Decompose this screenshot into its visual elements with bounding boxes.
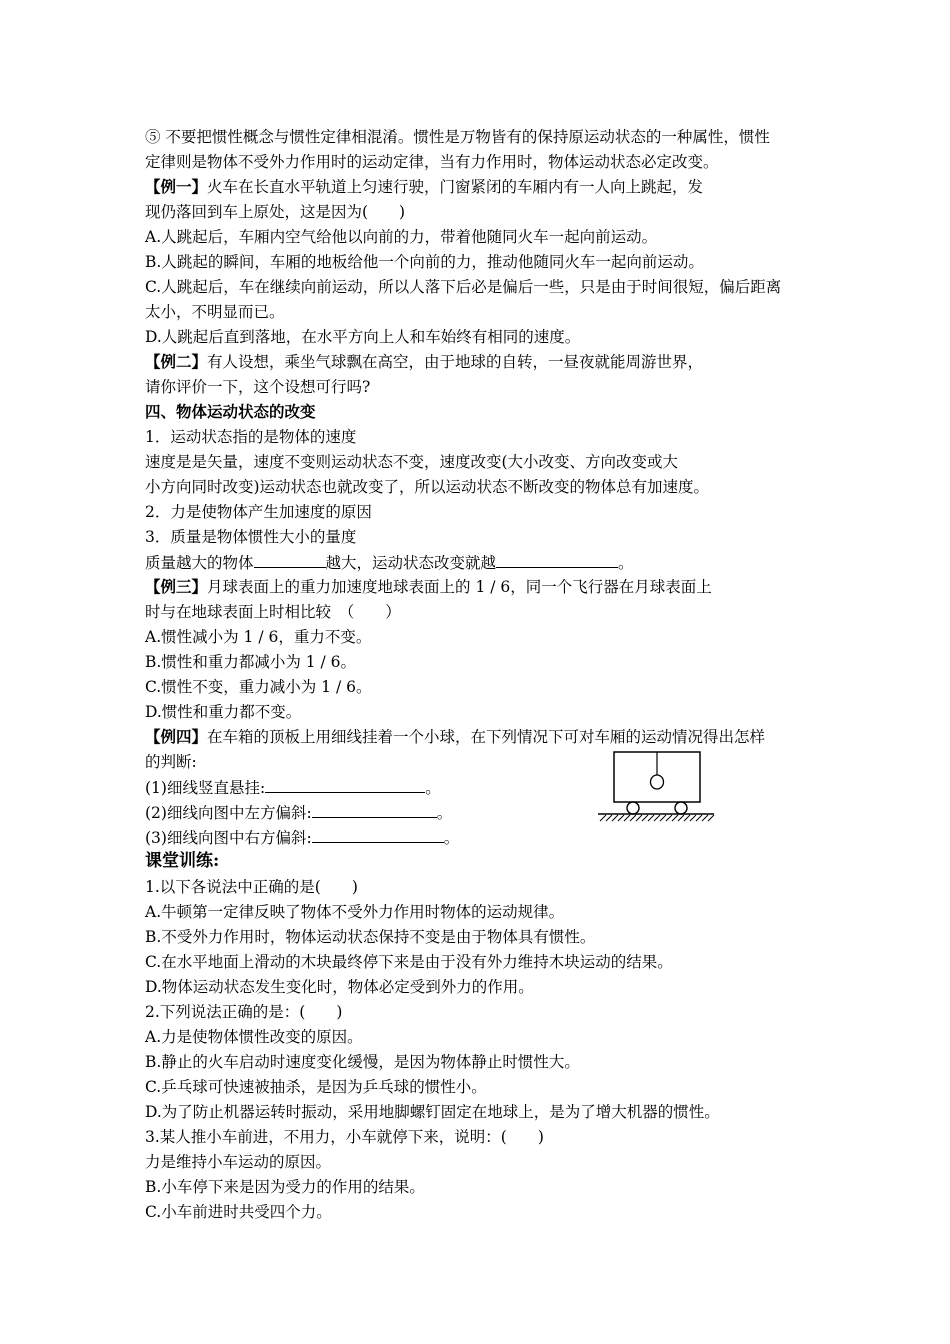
fill-in-line xyxy=(145,552,634,573)
answer-blank xyxy=(496,552,618,568)
text-line: 太小，不明显而已。 xyxy=(145,303,285,321)
text-line: 速度是是矢量，速度不变则运动状态不变，速度改变(大小改变、方向改变或大 xyxy=(145,453,679,471)
text-segment: (2)细线向图中左方偏斜: xyxy=(145,804,312,822)
text-line: 火车在长直水平轨道上匀速行驶，门窗紧闭的车厢内有一人向上跳起，发 xyxy=(207,178,704,196)
example-tag: 【例四】 xyxy=(145,727,208,746)
text-segment: (1)细线竖直悬挂: xyxy=(145,779,266,797)
option-c: C.乒乓球可快速被抽杀，是因为乒乓球的惯性小。 xyxy=(145,1078,487,1096)
answer-blank xyxy=(312,802,437,818)
example-tag: 【例二】 xyxy=(145,352,208,371)
option-a: A.人跳起后，车厢内空气给他以向前的力，带着他随同火车一起向前运动。 xyxy=(145,228,658,246)
text-segment: 。 xyxy=(436,804,453,822)
fill-in-line xyxy=(145,802,452,823)
example-tag: 【例三】 xyxy=(145,577,208,596)
option-b: B.惯性和重力都减小为 1 / 6。 xyxy=(145,653,357,671)
text-segment: 。 xyxy=(618,554,634,572)
option-b: B.不受外力作用时，物体运动状态保持不变是由于物体具有惯性。 xyxy=(145,928,596,946)
text-segment: 。 xyxy=(443,829,460,847)
text-line: 2．力是使物体产生加速度的原因 xyxy=(145,503,372,521)
fill-in-line xyxy=(145,827,459,848)
option-a: A.牛顿第一定律反映了物体不受外力作用时物体的运动规律。 xyxy=(145,903,565,921)
text-line: 现仍落回到车上原处，这是因为( ) xyxy=(145,203,406,221)
option-a: A.惯性减小为 1 / 6，重力不变。 xyxy=(145,628,372,646)
text-line: 月球表面上的重力加速度地球表面上的 1 / 6，同一个飞行器在月球表面上 xyxy=(207,578,712,596)
text-line: 请你评价一下，这个设想可行吗? xyxy=(145,378,371,396)
example-2-question xyxy=(145,352,703,372)
option-c: C.小车前进时共受四个力。 xyxy=(145,1203,332,1221)
answer-blank xyxy=(254,552,326,568)
option-c: C.在水平地面上滑动的木块最终停下来是由于没有外力维持木块运动的结果。 xyxy=(145,953,673,971)
example-1-question xyxy=(145,177,703,197)
option-b: B.小车停下来是因为受力的作用的结果。 xyxy=(145,1178,425,1196)
cart-wheel-left xyxy=(627,802,639,814)
section-heading: 四、物体运动状态的改变 xyxy=(145,402,316,421)
option-b: B.静止的火车启动时速度变化缓慢，是因为物体静止时惯性大。 xyxy=(145,1053,580,1071)
text-segment: (3)细线向图中右方偏斜: xyxy=(145,829,312,847)
cart-wheel-right xyxy=(675,802,687,814)
option-a: A.力是使物体惯性改变的原因。 xyxy=(145,1028,363,1046)
option-d: D.人跳起后直到落地，在水平方向上人和车始终有相同的速度。 xyxy=(145,328,581,346)
text-line: 有人设想，乘坐气球飘在高空，由于地球的自转，一昼夜就能周游世界， xyxy=(207,353,704,371)
pendulum-ball xyxy=(651,775,664,789)
example-4-question xyxy=(145,727,765,747)
option-c: C.人跳起后，车在继续向前运动，所以人落下后必是偏后一些，只是由于时间很短，偏后距离 xyxy=(145,278,782,296)
text-line: 时与在地球表面上时相比较 （ ） xyxy=(145,603,401,621)
example-tag: 【例一】 xyxy=(145,177,208,196)
question-3: 3.某人推小车前进，不用力，小车就停下来，说明：( ) xyxy=(145,1128,544,1146)
question-2: 2.下列说法正确的是：( ) xyxy=(145,1003,343,1021)
text-line: 小方向同时改变)运动状态也就改变了，所以运动状态不断改变的物体总有加速度。 xyxy=(145,478,710,496)
fill-in-line xyxy=(145,777,441,798)
text-segment: 质量越大的物体 xyxy=(145,554,254,572)
section-heading: 课堂训练: xyxy=(145,851,220,871)
example-3-question xyxy=(145,577,712,597)
answer-blank xyxy=(312,827,444,843)
option-d: D.为了防止机器运转时振动，采用地脚螺钉固定在地球上，是为了增大机器的惯性。 xyxy=(145,1103,720,1121)
option-d: D.惯性和重力都不变。 xyxy=(145,703,302,721)
text-line: 在车箱的顶板上用细线挂着一个小球，在下列情况下可对车厢的运动情况得出怎样 xyxy=(207,728,766,746)
option-c: C.惯性不变，重力减小为 1 / 6。 xyxy=(145,678,372,696)
text-line: 力是维持小车运动的原因。 xyxy=(145,1153,332,1171)
option-d: D.物体运动状态发生变化时，物体必定受到外力的作用。 xyxy=(145,978,534,996)
text-line: 的判断: xyxy=(145,753,197,771)
text-line: ⑤ 不要把惯性概念与惯性定律相混淆。惯性是万物皆有的保持原运动状态的一种属性，惯性 xyxy=(145,128,770,146)
ground xyxy=(598,814,714,821)
text-line: 定律则是物体不受外力作用时的运动定律，当有力作用时，物体运动状态必定改变。 xyxy=(145,153,719,171)
text-line: 1．运动状态指的是物体的速度 xyxy=(145,428,357,446)
answer-blank xyxy=(265,777,425,793)
option-b: B.人跳起的瞬间，车厢的地板给他一个向前的力，推动他随同火车一起向前运动。 xyxy=(145,253,704,271)
text-line: 3．质量是物体惯性大小的量度 xyxy=(145,528,357,546)
text-segment: 越大，运动状态改变就越 xyxy=(325,554,497,572)
question-1: 1.以下各说法中正确的是( ) xyxy=(145,878,358,896)
text-segment: 。 xyxy=(425,779,441,797)
cart-with-pendulum-diagram xyxy=(596,750,718,828)
